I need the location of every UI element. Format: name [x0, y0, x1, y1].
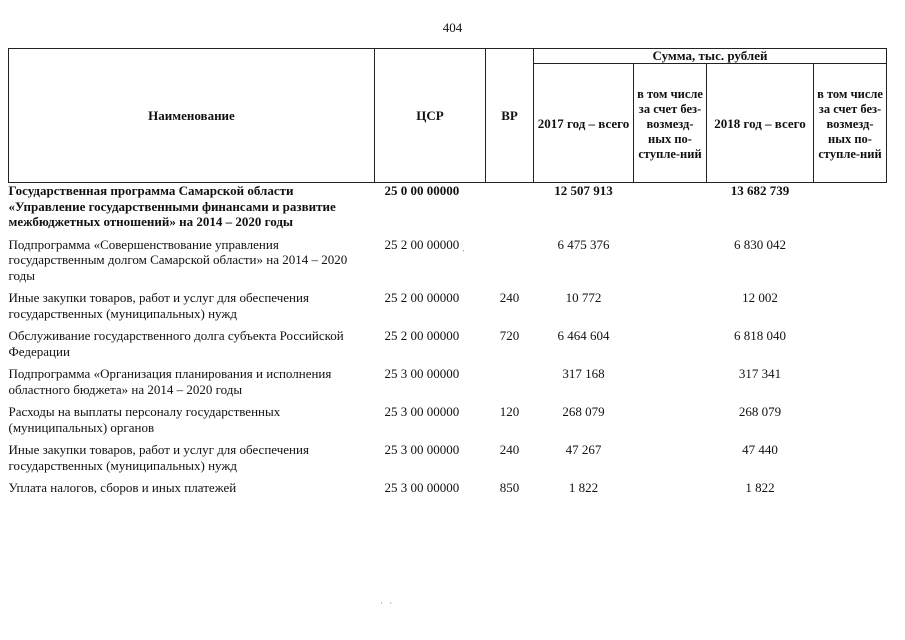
cell-2018-free [814, 442, 887, 473]
row-spacer [9, 230, 887, 237]
cell-2017-total: 10 772 [565, 290, 602, 305]
row-spacer [9, 321, 887, 328]
cell-csr: 25 2 00 00000 [384, 328, 460, 343]
cell-2018-total: 268 079 [738, 404, 782, 419]
cell-2017-total: 1 822 [568, 480, 599, 495]
table-row [9, 237, 887, 284]
cell-csr: 25 3 00 00000 [384, 404, 460, 419]
cell-vr: 240 [499, 290, 520, 305]
cell-2018-total: 6 830 042 [734, 236, 786, 252]
header-2018-free: в том числе за счет без-возмезд-ных по-ступле-ний [814, 64, 887, 183]
header-sum-group: Сумма, тыс. рублей [534, 49, 887, 64]
cell-2018-total: 6 818 040 [734, 328, 786, 343]
table-row [9, 480, 887, 496]
row-spacer [9, 397, 887, 404]
cell-2018-free [814, 290, 887, 321]
cell-2017-total: 268 079 [562, 404, 605, 419]
cell-vr: 240 [499, 442, 520, 457]
table-row [9, 183, 887, 230]
cell-2017-free [634, 404, 707, 435]
cell-2017-total: 12 507 913 [554, 183, 613, 198]
table-row [9, 442, 887, 473]
cell-2017-total: 47 267 [565, 442, 602, 457]
cell-csr: 25 3 00 00000 [384, 442, 460, 457]
row-spacer [9, 435, 887, 442]
cell-name: Государственная программа Самарской области «Управление государственными финансами и развитие межбюджетных отношений» на 2014 – 2020 годы [8, 183, 336, 229]
cell-vr: 120 [499, 404, 520, 419]
scan-dot: · [462, 246, 465, 256]
row-spacer [9, 473, 887, 480]
cell-2017-free [634, 442, 707, 473]
table-row [9, 290, 887, 321]
cell-2017-free [634, 480, 707, 496]
cell-2018-total: 47 440 [742, 442, 778, 457]
cell-vr [486, 237, 534, 284]
cell-2018-total: 317 341 [738, 366, 782, 381]
cell-vr: 850 [499, 480, 520, 495]
cell-2018-free [814, 328, 887, 359]
cell-vr: 720 [499, 328, 520, 343]
cell-2017-total: 317 168 [562, 366, 605, 381]
cell-2018-free [814, 404, 887, 435]
cell-2017-total: 6 464 604 [557, 328, 610, 343]
table-row [9, 404, 887, 435]
cell-vr [486, 183, 534, 230]
cell-name: Обслуживание государственного долга субъекта Российской Федерации [8, 328, 344, 359]
cell-2018-free [814, 480, 887, 496]
cell-name: Подпрограмма «Организация планирования и исполнения областного бюджета» на 2014 – 2020 годы [8, 366, 332, 397]
table-row [9, 328, 887, 359]
cell-2017-free [634, 366, 707, 397]
header-2017-total: 2017 год – всего [534, 64, 634, 183]
page-number: 404 [442, 20, 463, 35]
cell-2018-free [814, 183, 887, 230]
cell-csr: 25 0 00 00000 [384, 183, 460, 198]
header-2018-total: 2018 год – всего [707, 64, 814, 183]
scan-marks: · · [380, 598, 395, 608]
budget-table [8, 48, 887, 496]
cell-2017-free [634, 237, 707, 284]
table-header [9, 49, 887, 183]
header-csr: ЦСР [375, 49, 486, 183]
row-spacer [9, 283, 887, 290]
cell-2018-total: 13 682 739 [730, 183, 790, 198]
cell-name: Иные закупки товаров, работ и услуг для обеспечения государственных (муниципальных) нужд [8, 290, 309, 321]
cell-name: Расходы на выплаты персоналу государственных (муниципальных) органов [8, 404, 281, 435]
cell-2018-free [814, 237, 887, 284]
header-name: Наименование [9, 49, 375, 183]
cell-csr: 25 3 00 00000 [384, 366, 460, 381]
cell-2017-free [634, 328, 707, 359]
cell-2018-total: 1 822 [745, 480, 775, 495]
table-row [9, 366, 887, 397]
table-body [9, 183, 887, 496]
header-vr: ВР [486, 49, 534, 183]
cell-2017-free [634, 183, 707, 230]
cell-vr [486, 366, 534, 397]
cell-name: Иные закупки товаров, работ и услуг для обеспечения государственных (муниципальных) нужд [8, 442, 309, 473]
cell-name: Уплата налогов, сборов и иных платежей [8, 480, 237, 495]
cell-2017-free [634, 290, 707, 321]
cell-csr: 25 2 00 00000 [384, 290, 460, 305]
row-spacer [9, 359, 887, 366]
cell-2017-total: 6 475 376 [557, 236, 610, 252]
header-2017-free: в том числе за счет без-возмезд-ных по-ступле-ний [634, 64, 707, 183]
cell-csr: 25 3 00 00000 [384, 480, 460, 495]
cell-name: Подпрограмма «Совершенствование управления государственным долгом Самарской области» на 2014 – 2020 годы [8, 236, 348, 283]
cell-csr: 25 2 00 00000 [384, 236, 460, 252]
cell-2018-free [814, 366, 887, 397]
cell-2018-total: 12 002 [742, 290, 778, 305]
